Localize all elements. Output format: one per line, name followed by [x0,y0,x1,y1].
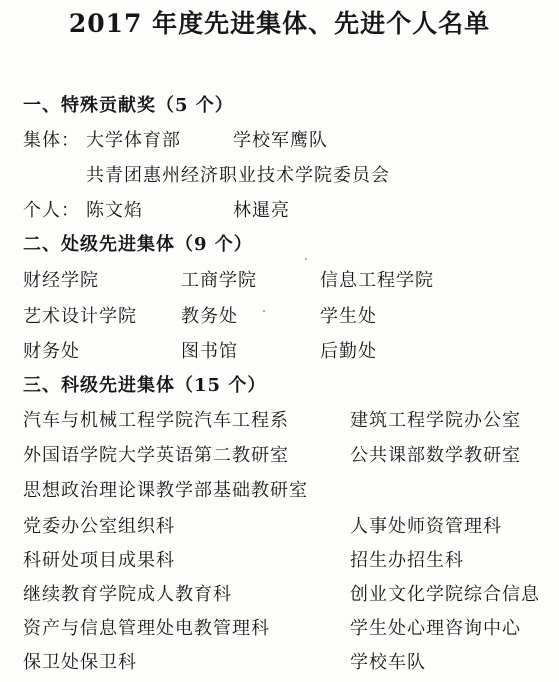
list-item: 外国语学院大学英语第二教研室 [23,445,289,466]
list-item: 信息工程学院 [320,270,434,291]
list-item: 思想政治理论课教学部基础教研室 [23,480,308,501]
list-item: 图书馆 [181,341,238,362]
list-item: 学生处心理咨询中心 [350,618,521,639]
list-item: 汽车与机械工程学院汽车工程系 [23,410,289,431]
list-item: 资产与信息管理处电教管理科 [23,618,270,639]
collective-label: 集体： [23,130,80,151]
scan-speck [263,310,265,312]
individual-item: 陈文焰 [86,200,143,221]
list-item: 工商学院 [181,270,257,291]
list-item: 公共课部数学教研室 [350,445,521,466]
list-item: 创业文化学院综合信息 [350,584,540,605]
individual-label: 个人： [23,200,80,221]
list-item: 后勤处 [320,341,377,362]
list-item: 招生办招生科 [350,550,464,571]
section-heading-division-level: 二、处级先进集体（9 个） [23,234,253,255]
list-item: 人事处师资管理科 [350,516,502,537]
list-item: 科研处项目成果科 [23,550,175,571]
list-item: 学生处 [320,306,377,327]
collective-item: 共青团惠州经济职业技术学院委员会 [86,165,390,186]
list-item: 党委办公室组织科 [23,516,175,537]
list-item: 财经学院 [23,270,99,291]
section-heading-special-contribution: 一、特殊贡献奖（5 个） [23,95,234,116]
list-item: 建筑工程学院办公室 [350,410,521,431]
collective-item: 学校军鹰队 [233,130,328,151]
scan-speck [305,258,307,260]
page-title: 2017 年度先进集体、先进个人名单 [68,9,491,38]
list-item: 财务处 [23,341,80,362]
list-item: 保卫处保卫科 [23,652,137,673]
list-item: 学校车队 [350,652,426,673]
individual-item: 林暹亮 [233,200,290,221]
list-item: 艺术设计学院 [23,306,137,327]
section-heading-section-level: 三、科级先进集体（15 个） [23,375,267,396]
list-item: 教务处 [181,306,238,327]
collective-item: 大学体育部 [86,130,181,151]
list-item: 继续教育学院成人教育科 [23,584,232,605]
